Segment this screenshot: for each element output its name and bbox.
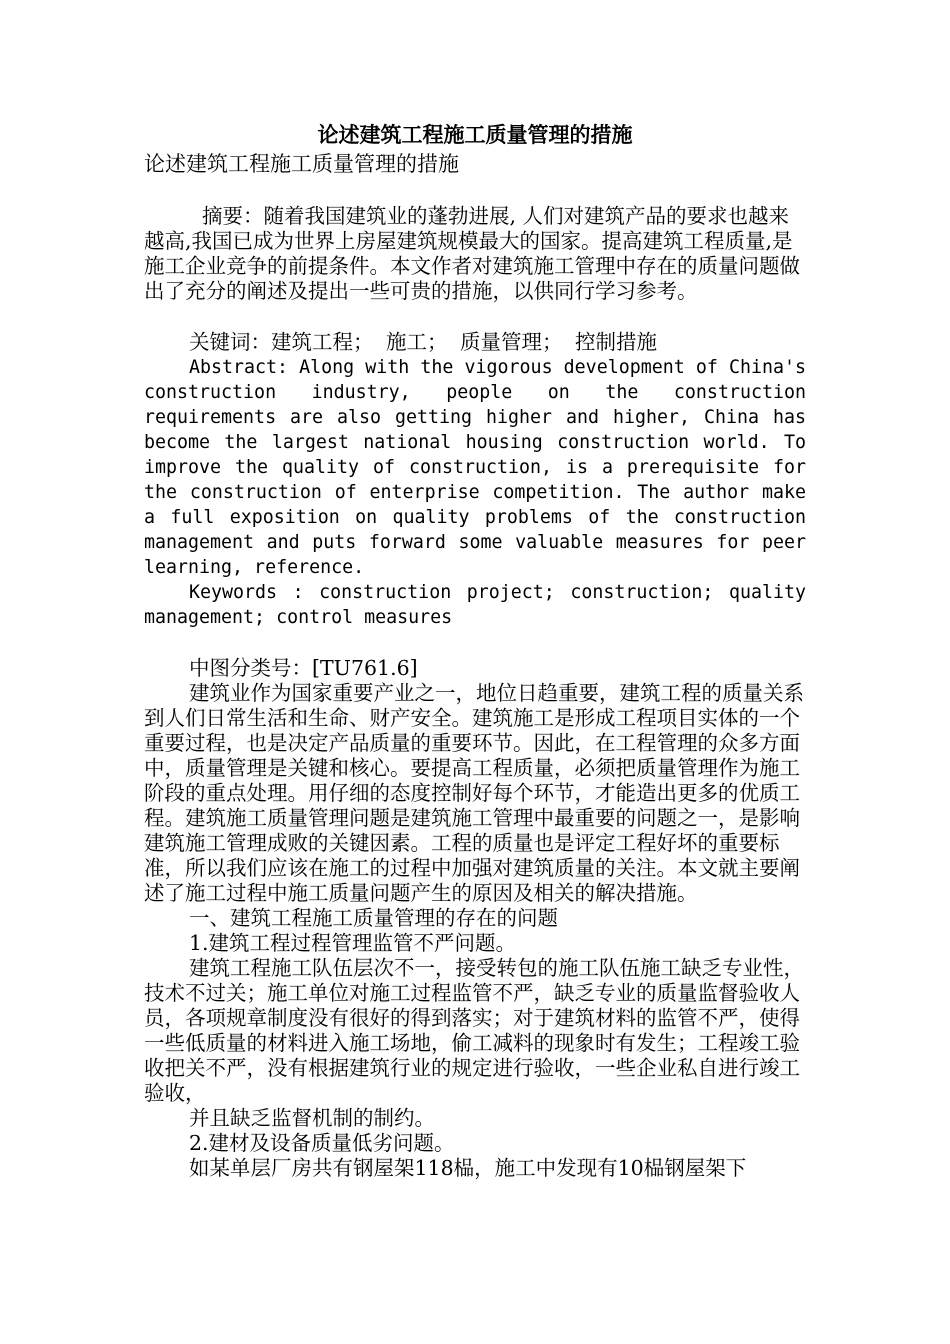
section-heading: 一、建筑工程施工质量管理的存在的问题 — [189, 906, 558, 930]
item-body: 如某单层厂房共有钢屋架118榀，施工中发现有10榀钢屋架下 — [189, 1156, 747, 1180]
item-heading: 2.建材及设备质量低劣问题。 — [189, 1131, 455, 1155]
classification-number: 中图分类号：[TU761.6] — [189, 656, 418, 680]
abstract-en: Abstract: Along with the vigorous development of China's construction industry, people on the construction requirements are also getting higher and higher, China has become the largest national housing construction world. To improve the quality of construction, is a prerequisite for the construction of enterprise competition. The author make a full exposition on quality problems of the construction management and puts forward some valuable measures for peer learning, reference. — [144, 357, 806, 578]
blank-line — [144, 630, 806, 656]
keywords-cn: 关键词：建筑工程； 施工； 质量管理； 控制措施 — [189, 330, 658, 354]
keywords-en: Keywords : construction project; construction; quality management; control measures — [144, 582, 806, 628]
intro-paragraph: 建筑业作为国家重要产业之一，地位日趋重要，建筑工程的质量关系到人们日常生活和生命、财产安全。建筑施工是形成工程项目实体的一个重要过程，也是决定产品质量的重要环节。因此，在工程管理的众多方面中，质量管理是关键和核心。要提高工程质量，必须把质量管理作为施工阶段的重点处理。用仔细的态度控制好每个环节，才能造出更多的优质工程。建筑施工质量管理问题是建筑施工管理中最重要的问题之一，是影响建筑施工管理成败的关键因素。工程的质量也是评定工程好坏的重要标准，所以我们应该在施工的过程中加强对建筑质量的关注。本文就主要阐述了施工过程中施工质量问题产生的原因及相关的解决措施。 — [144, 681, 804, 905]
item-body: 建筑工程施工队伍层次不一，接受转包的施工队伍施工缺乏专业性，技术不过关；施工单位对施工过程监管不严，缺乏专业的质量监督验收人员，各项规章制度没有很好的得到落实；对于建筑材料的监管不严，使得一些低质量的材料进入施工场地，偷工减料的现象时有发生；工程竣工验收把关不严，没有根据建筑行业的规定进行验收，一些企业私自进行竣工验收， — [144, 956, 804, 1105]
blank-line — [144, 304, 806, 330]
abstract-cn: 摘要：随着我国建筑业的蓬勃进展, 人们对建筑产品的要求也越来越高,我国已成为世界上房屋建筑规模最大的国家。提高建筑工程质量,是施工企业竞争的前提条件。本文作者对建筑施工管理中存在的质量问题做出了充分的阐述及提出一些可贵的措施，以供同行学习参考。 — [144, 204, 800, 303]
document-title: 论述建筑工程施工质量管理的措施 — [317, 122, 633, 147]
document-subtitle: 论述建筑工程施工质量管理的措施 — [144, 152, 459, 176]
item-heading: 1.建筑工程过程管理监管不严问题。 — [189, 931, 517, 955]
item-body-tail: 并且缺乏监督机制的制约。 — [189, 1106, 435, 1130]
document-page — [144, 120, 806, 1181]
blank-line — [144, 178, 806, 204]
